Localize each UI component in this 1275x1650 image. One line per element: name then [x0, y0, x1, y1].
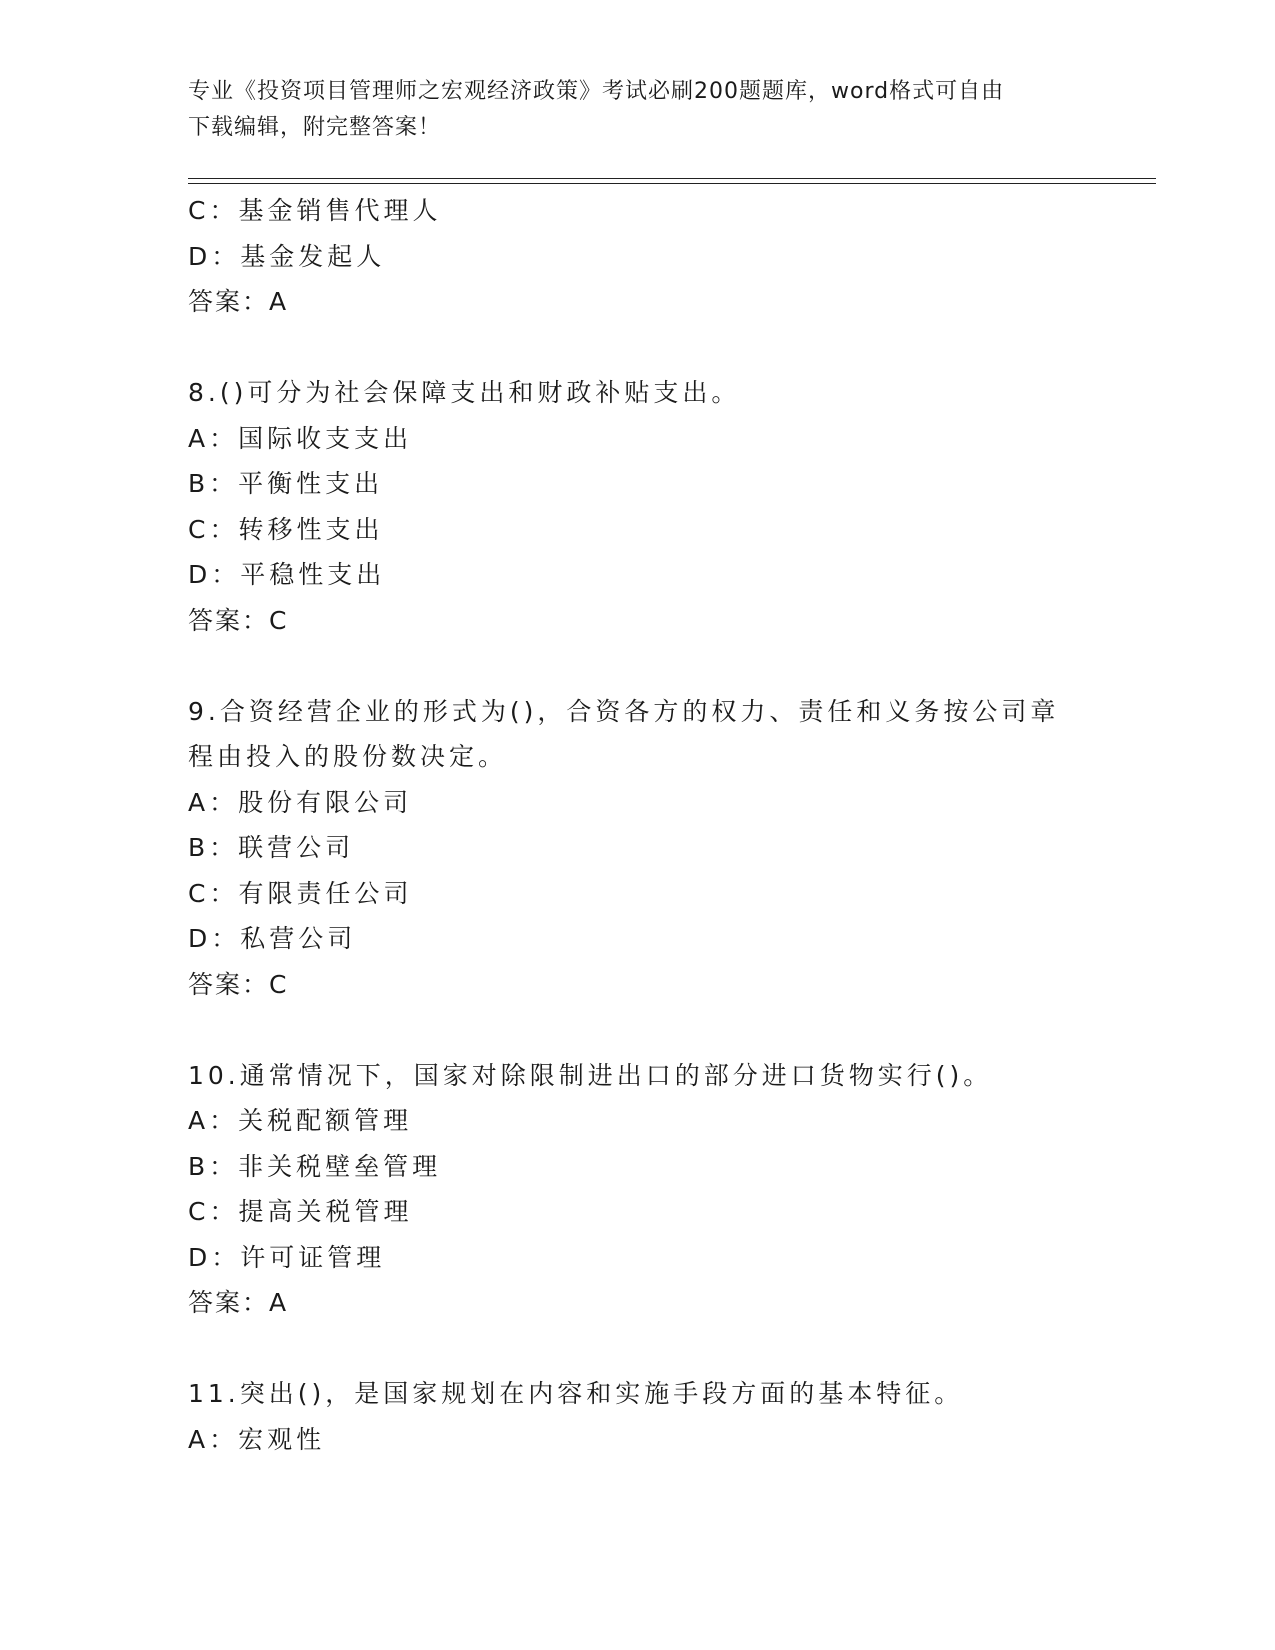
question-10 — [188, 1053, 1088, 1326]
option-d: D：平稳性支出 — [188, 560, 386, 589]
question-11 — [188, 1371, 1088, 1462]
header-divider-bottom — [188, 183, 1156, 184]
answer: 答案：A — [188, 1288, 289, 1317]
question-8 — [188, 370, 1088, 643]
question-stem: 11.突出()，是国家规划在内容和实施手段方面的基本特征。 — [188, 1379, 964, 1408]
header-divider-top — [188, 178, 1156, 179]
option-d: D：基金发起人 — [188, 241, 386, 271]
option-a: A：宏观性 — [188, 1424, 326, 1454]
spacer — [188, 643, 1088, 689]
option-d: D：许可证管理 — [188, 1242, 386, 1272]
document-header — [188, 74, 1088, 146]
option-a: A：关税配额管理 — [188, 1106, 413, 1135]
option-a: A：股份有限公司 — [188, 787, 413, 817]
option-b: B：联营公司 — [188, 833, 355, 862]
option-c: C：有限责任公司 — [188, 878, 413, 908]
option-b: B：平衡性支出 — [188, 469, 384, 498]
header-line-1: 专业《投资项目管理师之宏观经济政策》考试必刷200题题库，word格式可自由 — [188, 79, 1005, 104]
answer: 答案：C — [188, 605, 289, 635]
option-c: C：提高关税管理 — [188, 1197, 413, 1226]
question-9 — [188, 689, 1088, 1008]
question-list — [188, 188, 1088, 1462]
spacer — [188, 1007, 1088, 1053]
question-stem: 8.()可分为社会保障支出和财政补贴支出。 — [188, 378, 741, 407]
question-stem: 9.合资经营企业的形式为()，合资各方的权力、责任和义务按公司章 — [188, 696, 1060, 726]
question-7-fragment — [188, 188, 1088, 325]
option-c: C：转移性支出 — [188, 514, 384, 544]
option-a: A：国际收支支出 — [188, 423, 413, 453]
option-c: C：基金销售代理人 — [188, 196, 442, 225]
question-stem-continued: 程由投入的股份数决定。 — [188, 742, 508, 771]
answer: 答案：A — [188, 287, 289, 316]
spacer — [188, 325, 1088, 371]
question-stem: 10.通常情况下，国家对除限制进出口的部分进口货物实行()。 — [188, 1060, 993, 1090]
spacer — [188, 1326, 1088, 1372]
option-d: D：私营公司 — [188, 924, 357, 953]
header-line-2: 下载编辑，附完整答案！ — [188, 115, 442, 140]
answer: 答案：C — [188, 969, 289, 999]
option-b: B：非关税壁垒管理 — [188, 1151, 442, 1181]
